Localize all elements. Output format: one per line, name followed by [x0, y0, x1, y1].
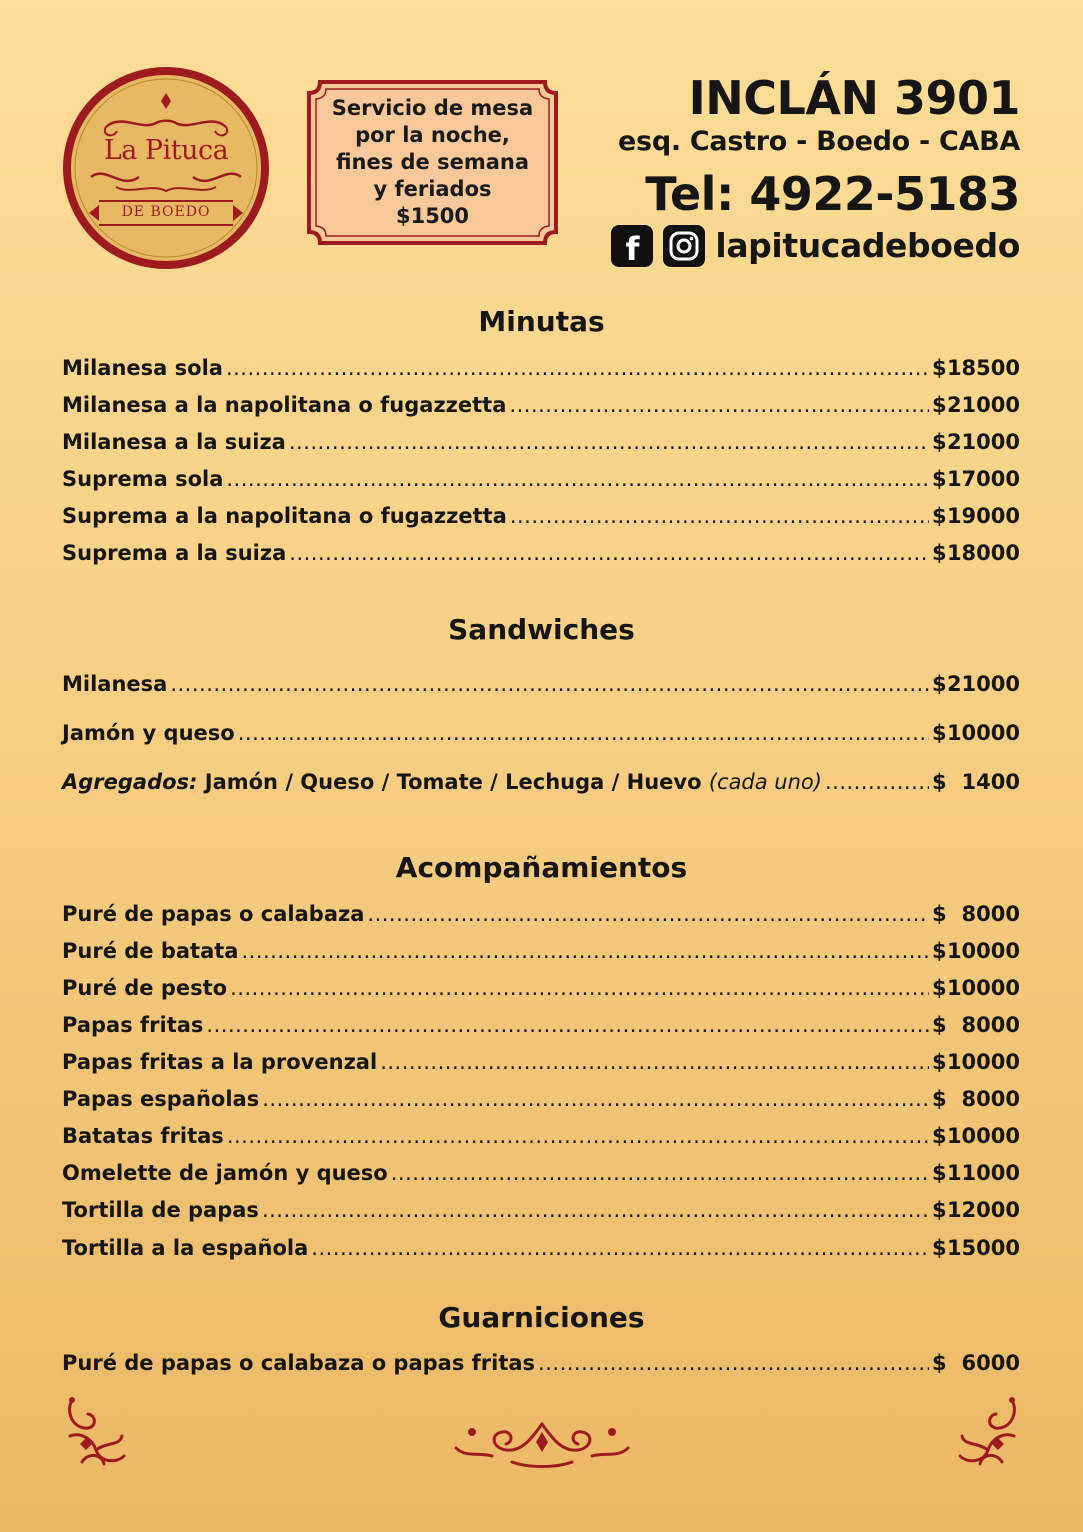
section-title-guarniciones: Guarniciones: [438, 1301, 645, 1334]
menu-item: [62, 1012, 1020, 1038]
item-price: $ 21000: [932, 393, 1020, 417]
item-price: $ 21000: [932, 672, 1020, 696]
item-price: $ 10000: [932, 1124, 1020, 1148]
leader-dots: [825, 769, 929, 795]
item-name: Puré de pesto: [62, 976, 228, 1000]
item-price: $ 10000: [932, 1050, 1020, 1074]
instagram-icon[interactable]: [663, 225, 705, 267]
item-name: Milanesa a la napolitana o fugazzetta: [62, 393, 507, 417]
contact-block: [601, 72, 1020, 267]
item-price: $ 18500: [932, 356, 1020, 380]
leader-dots: [510, 503, 929, 529]
notice-line: fines de semana: [335, 150, 530, 174]
logo-subtitle: DE BOEDO: [121, 204, 211, 220]
item-name: Papas españolas: [62, 1087, 260, 1111]
leader-dots: [227, 1123, 929, 1149]
menu-item: [62, 1123, 1020, 1149]
leader-dots: [262, 1197, 929, 1223]
item-price: $ 18000: [932, 541, 1020, 565]
phone-number: Tel: 4922-5183: [645, 167, 1020, 221]
menu-item: [62, 503, 1020, 529]
menu-item: [62, 392, 1020, 418]
item-price: $ 17000: [932, 467, 1020, 491]
leader-dots: [170, 671, 929, 697]
leader-dots: [262, 1086, 929, 1112]
item-price: $ 10000: [932, 939, 1020, 963]
leader-dots: [206, 1012, 929, 1038]
leader-dots: [380, 1049, 929, 1075]
leader-dots: [238, 720, 929, 746]
item-price: $ 21000: [932, 430, 1020, 454]
extras-note: (cada uno): [708, 770, 822, 794]
leader-dots: [289, 540, 929, 566]
menu-item: [62, 1197, 1020, 1223]
menu-item: [62, 1350, 1020, 1376]
address: INCLÁN 3901: [688, 71, 1020, 125]
item-price: $ 6000: [932, 1351, 1020, 1375]
item-price: $ 11000: [932, 1161, 1020, 1185]
leader-dots: [367, 901, 929, 927]
leader-dots: [391, 1160, 929, 1186]
menu-item: [62, 901, 1020, 927]
notice-line: y feriados: [373, 177, 492, 201]
menu-item: [62, 1160, 1020, 1186]
section-title-minutas: Minutas: [478, 305, 605, 338]
item-name: Milanesa sola: [62, 356, 223, 380]
item-price: $ 8000: [932, 1013, 1020, 1037]
item-price: $ 8000: [932, 1087, 1020, 1111]
menu-item: [62, 1049, 1020, 1075]
leader-dots: [509, 392, 929, 418]
item-price: $ 15000: [932, 1236, 1020, 1260]
leader-dots: [230, 975, 929, 1001]
item-price: $ 10000: [932, 721, 1020, 745]
leader-dots: [226, 466, 929, 492]
facebook-icon[interactable]: f: [611, 225, 653, 267]
leader-dots: [311, 1235, 929, 1261]
menu-item: [62, 938, 1020, 964]
item-name: Papas fritas: [62, 1013, 204, 1037]
leader-dots: [538, 1350, 929, 1376]
item-name: Milanesa: [62, 672, 168, 696]
item-price: $ 1400: [932, 770, 1020, 794]
corner-ornament-right-icon: [942, 1392, 1022, 1472]
notice-line: Servicio de mesa: [331, 96, 534, 120]
social-handle[interactable]: lapitucadeboedo: [715, 226, 1020, 265]
item-price: $ 10000: [932, 976, 1020, 1000]
item-name: Puré de papas o calabaza: [62, 902, 365, 926]
service-notice: [306, 79, 559, 246]
menu-item: [62, 466, 1020, 492]
extras-row: [62, 769, 1020, 795]
social-row: [601, 225, 1020, 267]
center-ornament-icon: [452, 1418, 632, 1470]
item-price: $ 12000: [932, 1198, 1020, 1222]
section-title-sandwiches: Sandwiches: [448, 613, 635, 646]
corner-ornament-left-icon: [62, 1392, 142, 1472]
menu-item: [62, 1235, 1020, 1261]
extras-label: Agregados:: [62, 770, 198, 794]
menu-item: [62, 540, 1020, 566]
menu-item: [62, 355, 1020, 381]
menu-item: [62, 429, 1020, 455]
menu-item: [62, 1086, 1020, 1112]
leader-dots: [241, 938, 929, 964]
extras-name: [62, 769, 822, 795]
item-name: Puré de papas o calabaza o papas fritas: [62, 1351, 536, 1375]
item-name: Omelette de jamón y queso: [62, 1161, 388, 1185]
item-name: Suprema sola: [62, 467, 224, 491]
item-price: $ 19000: [932, 504, 1020, 528]
section-title-acompanamientos: Acompañamientos: [395, 851, 688, 884]
logo-name: La Pituca: [103, 135, 229, 166]
menu-item: [62, 720, 1020, 746]
item-name: Puré de batata: [62, 939, 239, 963]
leader-dots: [289, 429, 929, 455]
menu-item: [62, 975, 1020, 1001]
brand-logo: [61, 65, 271, 271]
item-name: Tortilla de papas: [62, 1198, 259, 1222]
item-name: Jamón y queso: [62, 721, 235, 745]
item-price: $ 8000: [932, 902, 1020, 926]
logo-badge-icon: [61, 65, 271, 271]
notice-price: $1500: [395, 204, 470, 228]
item-name: Milanesa a la suiza: [62, 430, 286, 454]
extras-items: Jamón / Queso / Tomate / Lechuga / Huevo: [204, 770, 702, 794]
item-name: Papas fritas a la provenzal: [62, 1050, 378, 1074]
menu-item: [62, 671, 1020, 697]
item-name: Suprema a la suiza: [62, 541, 287, 565]
notice-line: por la noche,: [355, 123, 510, 147]
item-name: Batatas fritas: [62, 1124, 224, 1148]
crossing: esq. Castro - Boedo - CABA: [618, 126, 1020, 157]
leader-dots: [226, 355, 929, 381]
item-name: Suprema a la napolitana o fugazzetta: [62, 504, 507, 528]
item-name: Tortilla a la española: [62, 1236, 309, 1260]
